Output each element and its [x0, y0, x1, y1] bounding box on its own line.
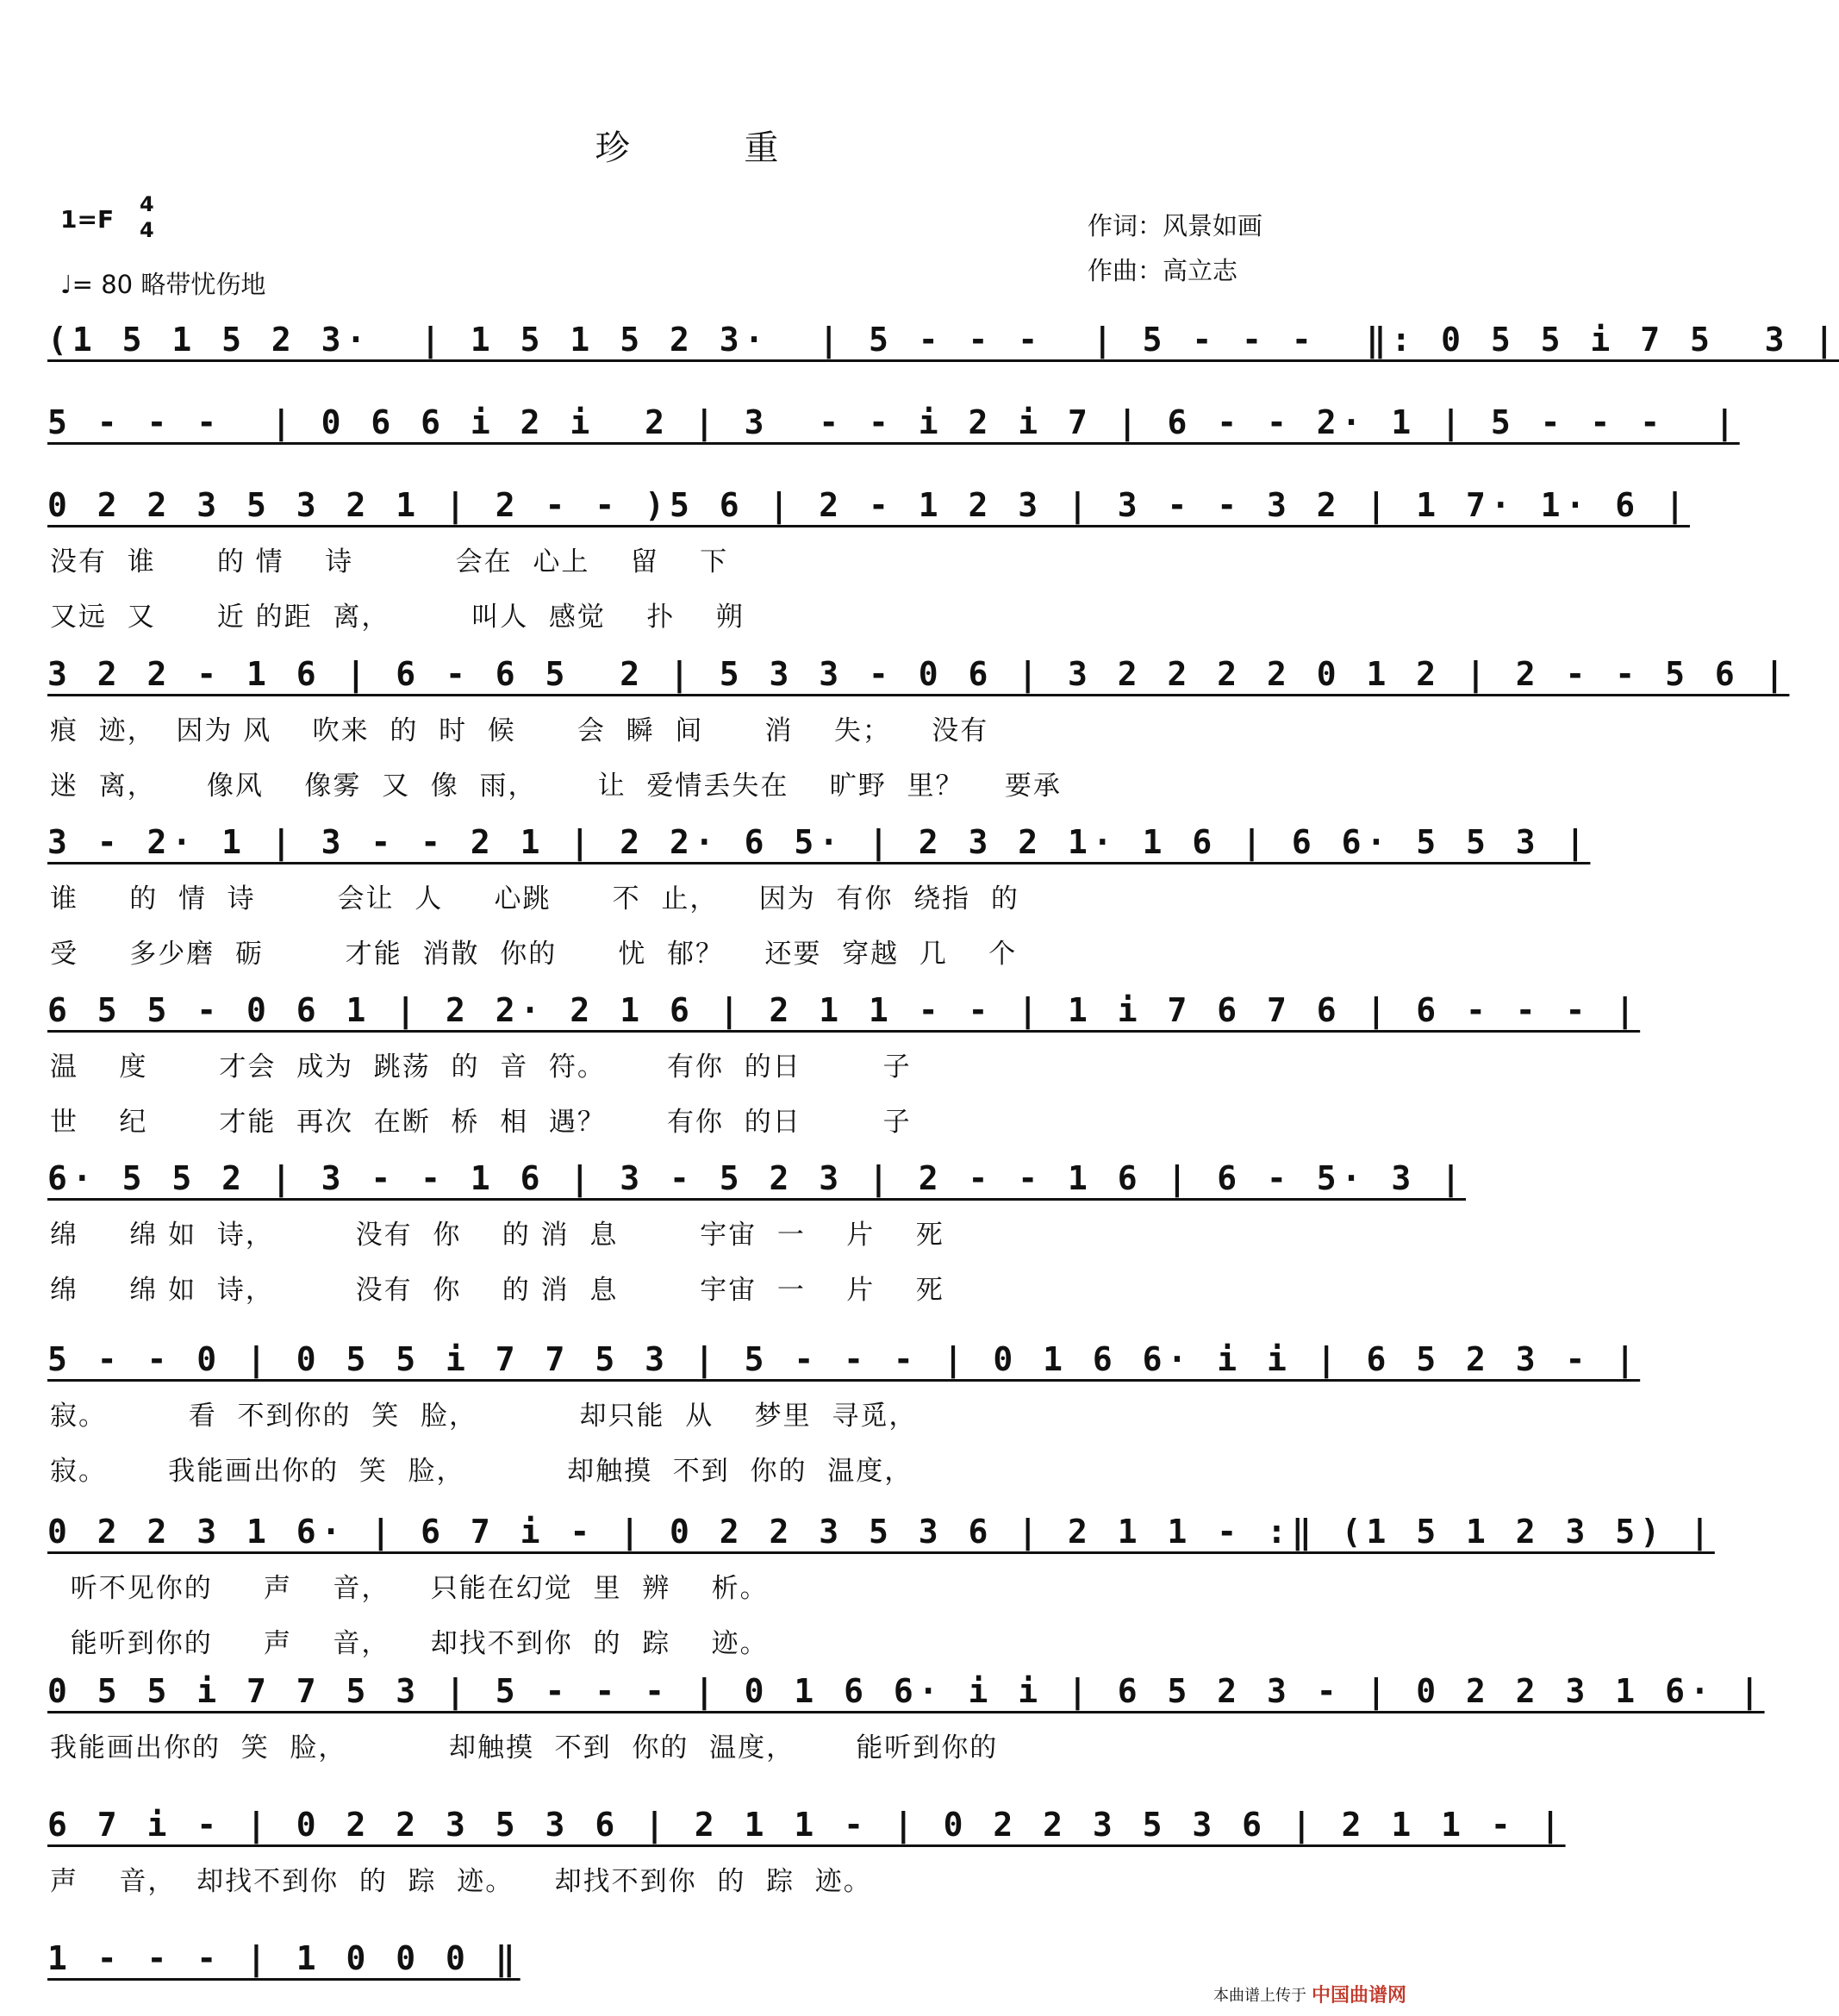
footer-text: 本曲谱上传于 — [1212, 1986, 1306, 2005]
lyric-line: 痕 迹， 因为 风 吹来 的 时 候 会 瞬 间 消 失； 没有 — [50, 715, 989, 746]
key-signature: 1=F — [60, 205, 115, 234]
lyricist-credit: 作词：风景如画 — [1088, 211, 1263, 240]
song-title: 珍 重 — [595, 128, 831, 168]
notation-line: 5 - - - | 0 6 6 i 2 i 2 | 3 - - i 2 i 7 | 6 - - 2· 1 | 5 - - - | — [47, 403, 1740, 441]
lyric-line: 我能画出你的 笑 脸， 却触摸 不到 你的 温度， 能听到你的 — [50, 1732, 999, 1763]
lyric-line: 寂。 看 不到你的 笑 脸， 却只能 从 梦里 寻觅， — [50, 1401, 918, 1432]
notation-line: (1 5 1 5 2 3· | 1 5 1 5 2 3· | 5 - - - | 5 - - - ‖: 0 5 5 i 7 5 3 | — [47, 321, 1839, 359]
site-logo: 中国曲谱网 — [1311, 1984, 1406, 2007]
lyric-line: 世 纪 才能 再次 在断 桥 相 遇？ 有你 的日 子 — [50, 1107, 912, 1138]
notation-line: 3 - 2· 1 | 3 - - 2 1 | 2 2· 6 5· | 2 3 2 1· 1 6 | 6 6· 5 5 3 | — [47, 823, 1591, 861]
notation-line: 5 - - 0 | 0 5 5 i 7 7 5 3 | 5 - - - | 0 1 6 6· i i | 6 5 2 3 - | — [47, 1340, 1641, 1378]
lyric-line: 绵 绵 如 诗， 没有 你 的 消 息 宇宙 一 片 死 — [50, 1275, 944, 1306]
lyric-line: 又远 又 近 的距 离， 叫人 感觉 扑 朔 — [50, 602, 745, 633]
lyric-line: 没有 谁 的 情 诗 会在 心上 留 下 — [50, 546, 729, 577]
lyric-line: 迷 离， 像风 像雾 又 像 雨， 让 爱情丢失在 旷野 里？ 要承 — [50, 771, 1062, 802]
lyric-line: 绵 绵 如 诗， 没有 你 的 消 息 宇宙 一 片 死 — [50, 1220, 944, 1251]
notation-line: 1 - - - | 1 0 0 0 ‖ — [47, 1939, 521, 1977]
lyric-line: 能听到你的 声 音， 却找不到你 的 踪 迹。 — [50, 1628, 769, 1659]
time-signature-top: 4 — [140, 192, 154, 216]
footer — [1213, 1981, 1406, 2007]
lyric-line: 听不见你的 声 音， 只能在幻觉 里 辨 析。 — [50, 1573, 769, 1604]
time-signature-bottom: 4 — [140, 218, 154, 242]
notation-line: 3 2 2 - 1 6 | 6 - 6 5 2 | 5 3 3 - 0 6 | 3 2 2 2 2 0 1 2 | 2 - - 5 6 | — [47, 655, 1790, 693]
lyric-line: 寂。 我能画出你的 笑 脸， 却触摸 不到 你的 温度， — [50, 1456, 913, 1487]
time-signature — [140, 191, 154, 243]
notation-line: 0 2 2 3 1 6· | 6 7 i - | 0 2 2 3 5 3 6 | 2 1 1 - :‖ (1 5 1 2 3 5) | — [47, 1513, 1715, 1551]
lyric-line: 温 度 才会 成为 跳荡 的 音 符。 有你 的日 子 — [50, 1052, 912, 1083]
notation-line: 6· 5 5 2 | 3 - - 1 6 | 3 - 5 2 3 | 2 - - 1 6 | 6 - 5· 3 | — [47, 1159, 1467, 1197]
lyric-line: 受 多少磨 砺 才能 消散 你的 忧 郁？ 还要 穿越 几 个 — [50, 939, 1018, 970]
notation-line: 0 5 5 i 7 7 5 3 | 5 - - - | 0 1 6 6· i i | 6 5 2 3 - | 0 2 2 3 1 6· | — [47, 1672, 1765, 1710]
lyric-line: 谁 的 情 诗 会让 人 心跳 不 止， 因为 有你 绕指 的 — [50, 883, 1019, 914]
notation-line: 6 5 5 - 0 6 1 | 2 2· 2 1 6 | 2 1 1 - - | 1 i 7 6 7 6 | 6 - - - | — [47, 991, 1641, 1029]
lyric-line: 声 音， 却找不到你 的 踪 迹。 却找不到你 的 踪 迹。 — [50, 1866, 872, 1897]
composer-credit: 作曲：高立志 — [1088, 256, 1238, 285]
notation-line: 6 7 i - | 0 2 2 3 5 3 6 | 2 1 1 - | 0 2 2 3 5 3 6 | 2 1 1 - | — [47, 1806, 1566, 1844]
notation-line: 0 2 2 3 5 3 2 1 | 2 - - )5 6 | 2 - 1 2 3 | 3 - - 3 2 | 1 7· 1· 6 | — [47, 486, 1690, 524]
tempo-marking: ♩= 80 略带忧伤地 — [60, 270, 266, 299]
